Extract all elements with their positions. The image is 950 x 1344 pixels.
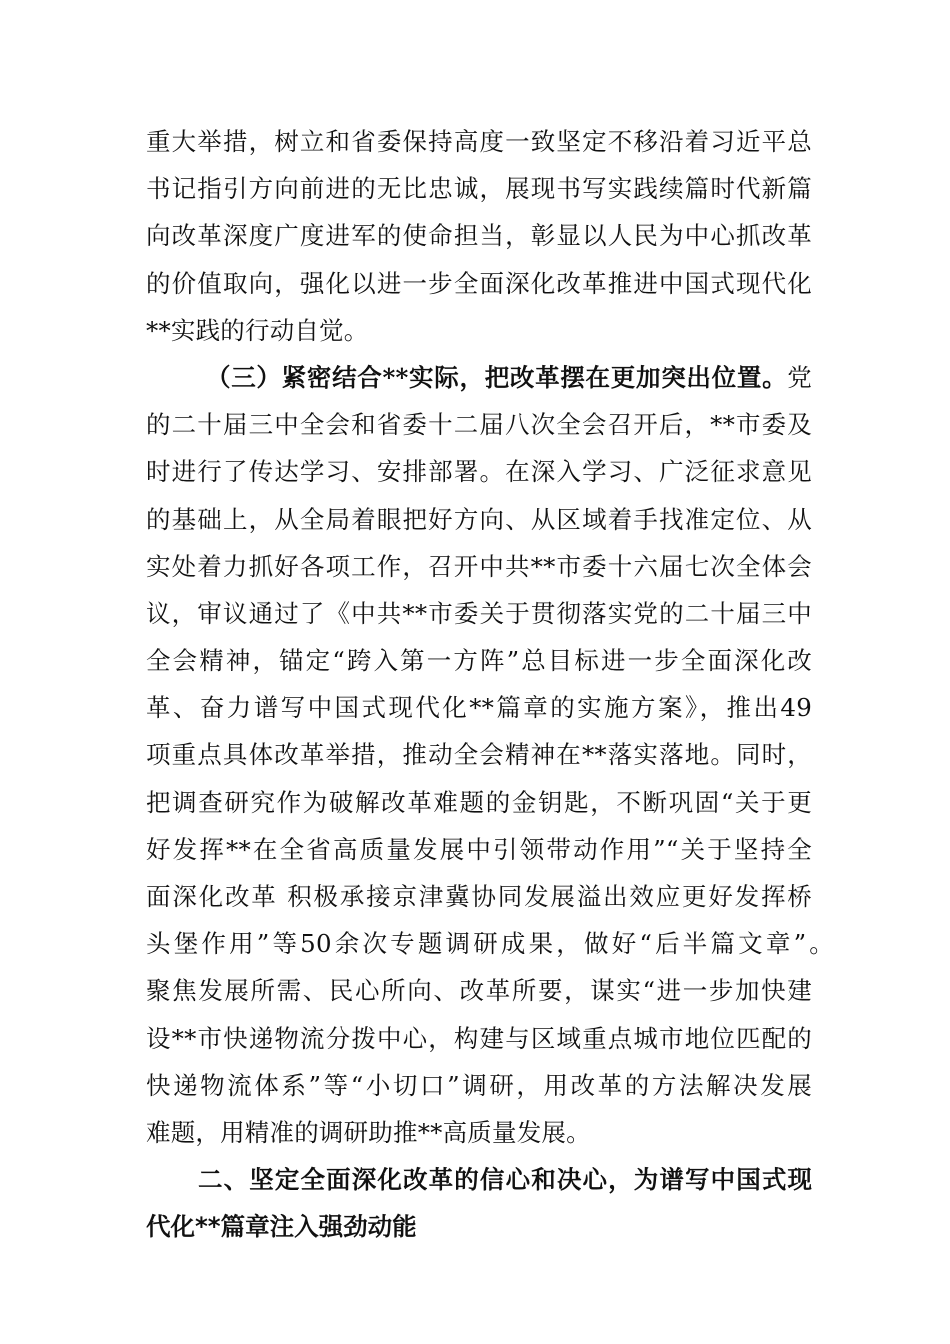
- text-line: 书记指引方向前进的无比忠诚，展现书写实践续篇时代新篇: [146, 174, 812, 204]
- text-line: 聚焦发展所需、民心所向、改革所要，谋实“进一步加快建: [146, 976, 812, 1006]
- text-line: 革、奋力谱写中国式现代化**篇章的实施方案》，推出49: [146, 693, 812, 723]
- text-line: 把调查研究作为破解改革难题的金钥匙，不断巩固“关于更: [146, 787, 812, 817]
- text-line: 项重点具体改革举措，推动全会精神在**落实落地。同时，: [146, 740, 812, 770]
- section-three-title: （三）紧密结合**实际，把改革摆在更加突出位置。: [206, 362, 788, 392]
- text-line: 难题，用精准的调研助推**高质量发展。: [146, 1117, 591, 1147]
- text-line: 实处着力抓好各项工作，召开中共**市委十六届七次全体会: [146, 551, 812, 581]
- heading-line: 代化**篇章注入强劲动能: [146, 1212, 417, 1242]
- text-line: 好发挥**在全省高质量发展中引领带动作用”“关于坚持全: [146, 834, 812, 864]
- text-line: 重大举措，树立和省委保持高度一致坚定不移沿着习近平总: [146, 127, 812, 156]
- text-line: 向改革深度广度进军的使命担当，彰显以人民为中心抓改革: [146, 221, 812, 251]
- text-line: 的价值取向，强化以进一步全面深化改革推进中国式现代化: [146, 268, 812, 298]
- text-line: 的基础上，从全局着眼把好方向、从区域着手找准定位、从: [146, 504, 812, 534]
- text-line: 设**市快递物流分拨中心，构建与区域重点城市地位匹配的: [146, 1023, 812, 1053]
- text-line: **实践的行动自觉。: [146, 315, 369, 345]
- text-line: 快递物流体系”等“小切口”调研，用改革的方法解决发展: [146, 1070, 812, 1100]
- section-three-lead-rest: 党: [787, 362, 812, 392]
- text-line: 全会精神，锚定“跨入第一方阵”总目标进一步全面深化改: [146, 646, 812, 676]
- text-line: 的二十届三中全会和省委十二届八次全会召开后，**市委及: [146, 410, 812, 440]
- text-line: 头堡作用”等50余次专题调研成果，做好“后半篇文章”。: [146, 929, 834, 959]
- text-line: 时进行了传达学习、安排部署。在深入学习、广泛征求意见: [146, 457, 812, 487]
- text-line: 议，审议通过了《中共**市委关于贯彻落实党的二十届三中: [146, 598, 812, 628]
- heading-line: 二、坚定全面深化改革的信心和决心，为谱写中国式现: [198, 1165, 812, 1195]
- section-heading-two: [146, 1156, 812, 1250]
- paragraph-continued: [146, 118, 812, 354]
- section-three-paragraph: [146, 354, 834, 1156]
- document-body: [146, 118, 834, 1251]
- section-three-first-line: [146, 354, 812, 401]
- text-line: 面深化改革 积极承接京津冀协同发展溢出效应更好发挥桥: [146, 882, 812, 911]
